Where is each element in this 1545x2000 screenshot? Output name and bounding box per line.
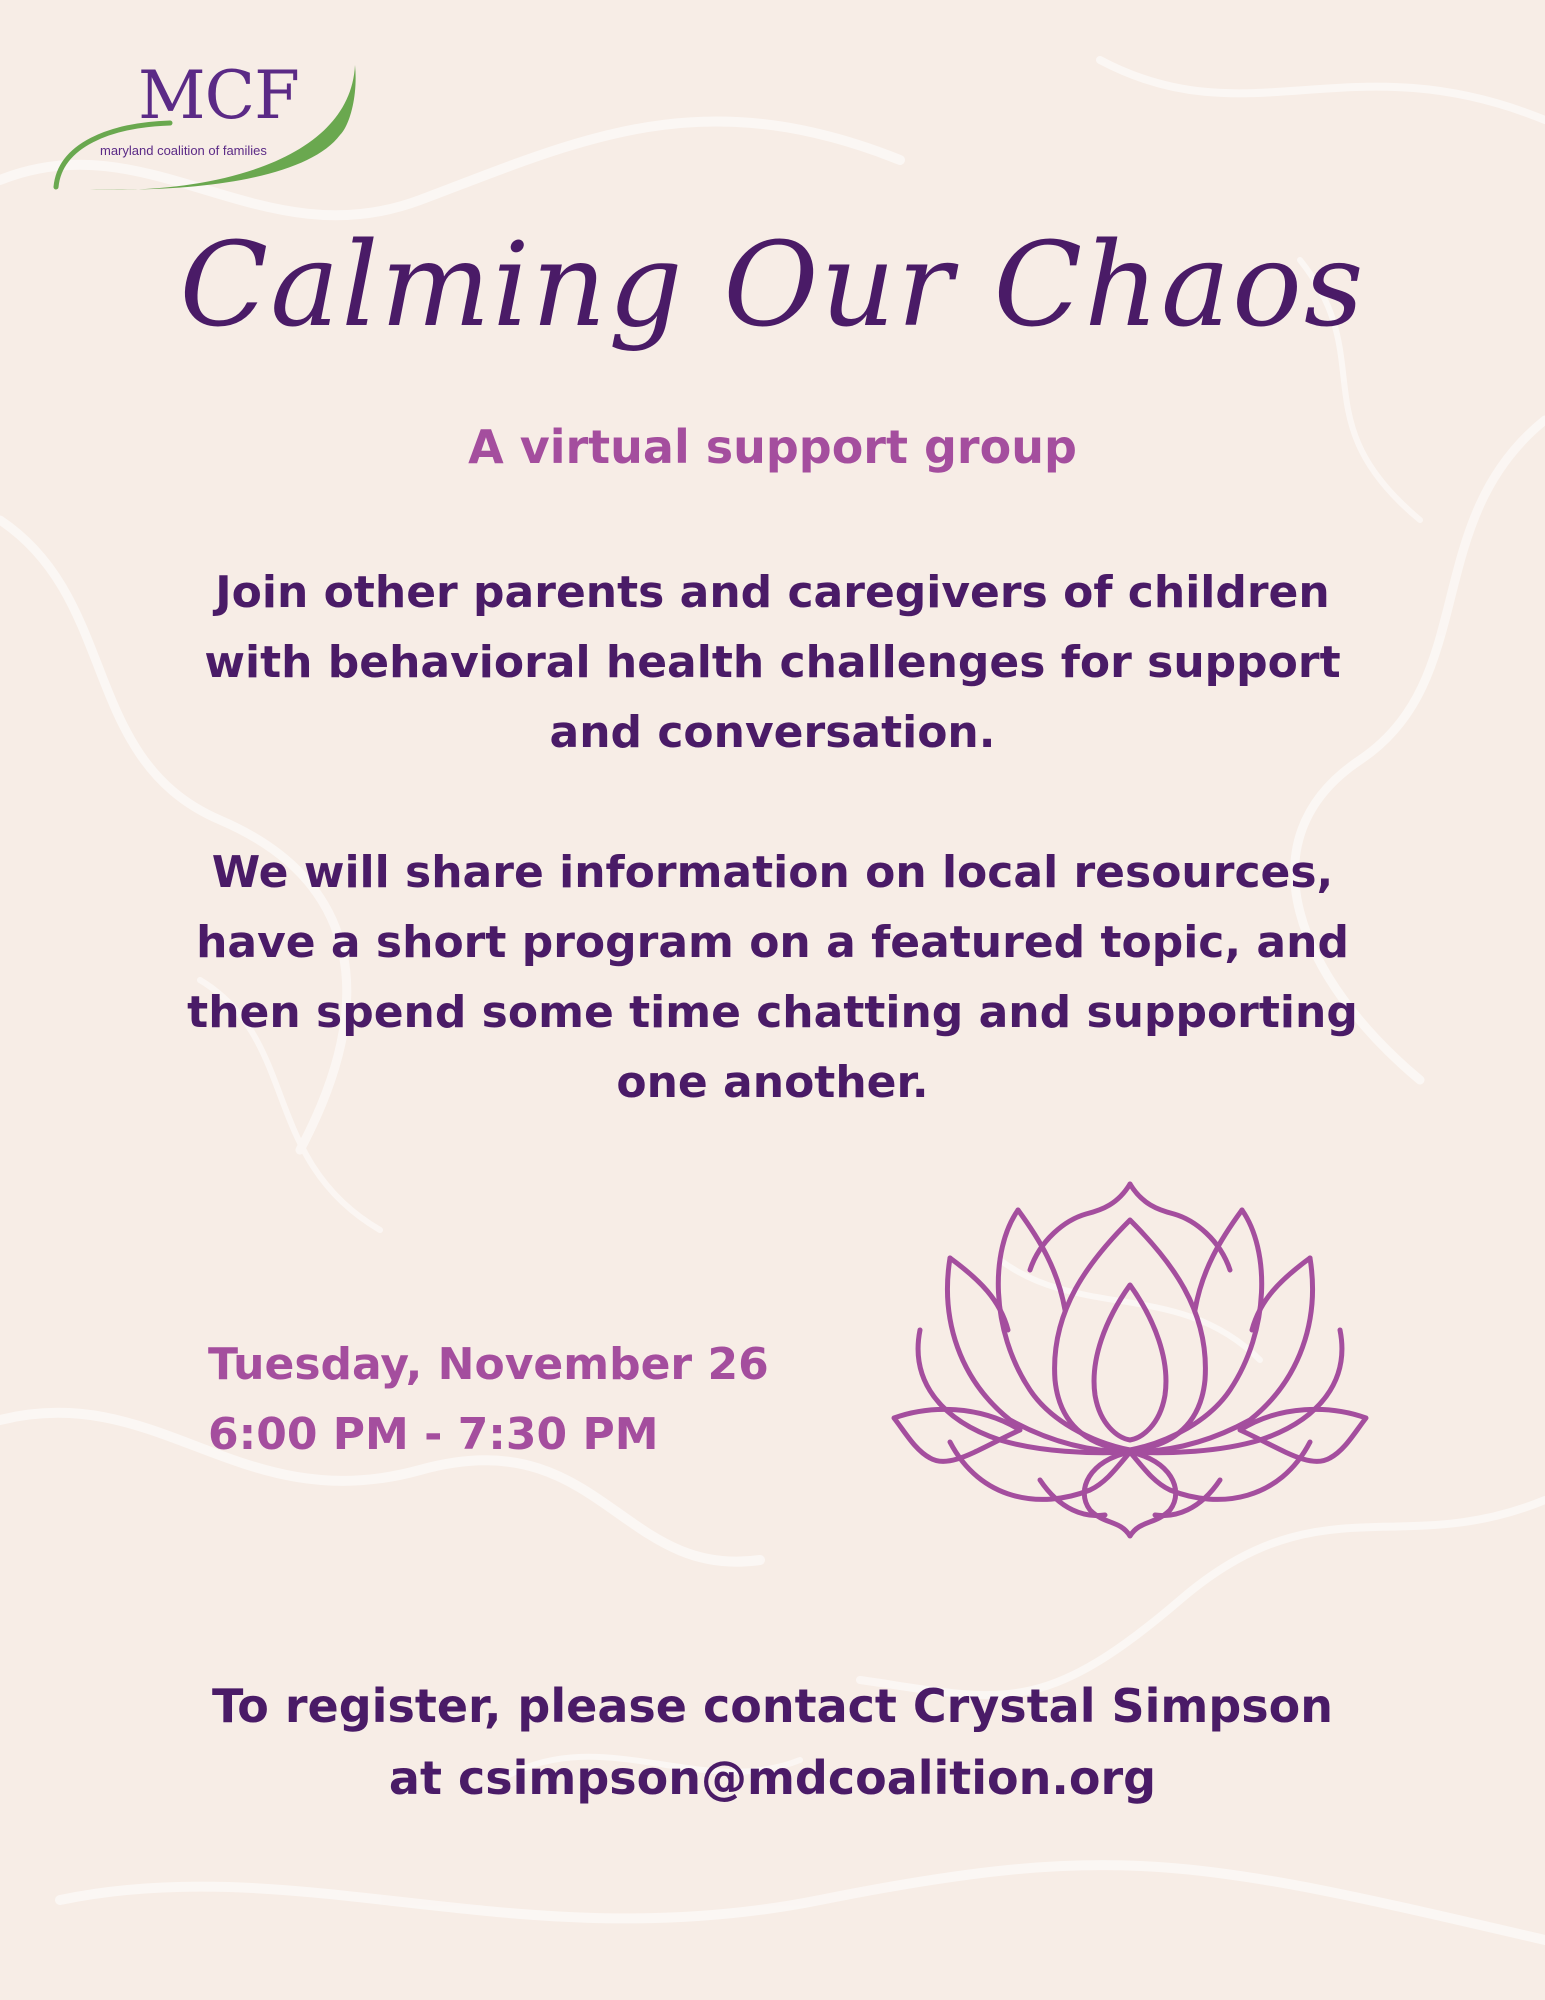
register-email[interactable]: at csimpson@mdcoalition.org (388, 1751, 1157, 1805)
logo-mark: MCF (138, 57, 299, 134)
register-info (0, 1670, 1545, 1814)
intro-paragraph: Join other parents and caregivers of children with behavioral health challenges for support and conversation. (204, 567, 1341, 758)
lotus-icon (890, 1180, 1370, 1540)
register-line: To register, please contact Crystal Simpson (211, 1679, 1333, 1733)
mcf-logo[interactable] (50, 55, 370, 195)
event-date: Tuesday, November 26 (208, 1339, 769, 1390)
event-time: 6:00 PM - 7:30 PM (208, 1409, 659, 1460)
event-info (208, 1330, 769, 1470)
page-subtitle: A virtual support group (468, 420, 1077, 474)
logo-subtitle: maryland coalition of families (100, 143, 267, 158)
details-paragraph: We will share information on local resources, have a short program on a featured topic, and then spend some time chatting and supporting one another. (187, 847, 1358, 1108)
page-title: Calming Our Chaos (179, 218, 1366, 353)
